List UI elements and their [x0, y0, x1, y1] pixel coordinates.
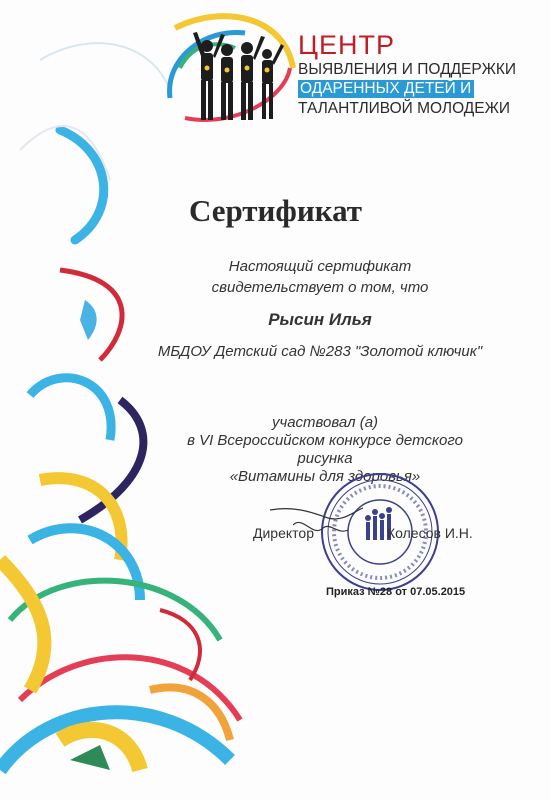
participation-line1: участвовал (а) — [271, 414, 379, 431]
director-name: Колесов И.Н. — [387, 525, 473, 541]
intro-line2: свидетельствует о том, что — [211, 279, 429, 296]
intro-line1: Настоящий сертификат — [228, 258, 412, 275]
logo-subtitle-line1: ВЫЯВЛЕНИЯ И ПОДДЕРЖКИ — [298, 61, 517, 78]
organization-logo — [165, 8, 515, 128]
logo-subtitle-line2: ОДАРЕННЫХ ДЕТЕЙ И — [298, 80, 474, 98]
children-silhouette-icon — [165, 8, 300, 128]
participation-line3: рисунка — [297, 450, 353, 467]
logo-title: ЦЕНТР — [298, 30, 395, 60]
contest-name: «Витамины для здоровья» — [229, 468, 421, 485]
logo-subtitle-line3: ТАЛАНТЛИВОЙ МОЛОДЕЖИ — [298, 100, 511, 117]
director-label: Директор — [253, 525, 314, 541]
certificate-title: Сертификат — [188, 193, 363, 228]
recipient-name: Рысин Илья — [268, 310, 372, 329]
order-reference: Приказ №28 от 07.05.2015 — [326, 586, 466, 598]
institution-name: МБДОУ Детский сад №283 "Золотой ключик" — [157, 343, 483, 360]
participation-line2: в VI Всероссийском конкурсе детского — [187, 432, 463, 449]
